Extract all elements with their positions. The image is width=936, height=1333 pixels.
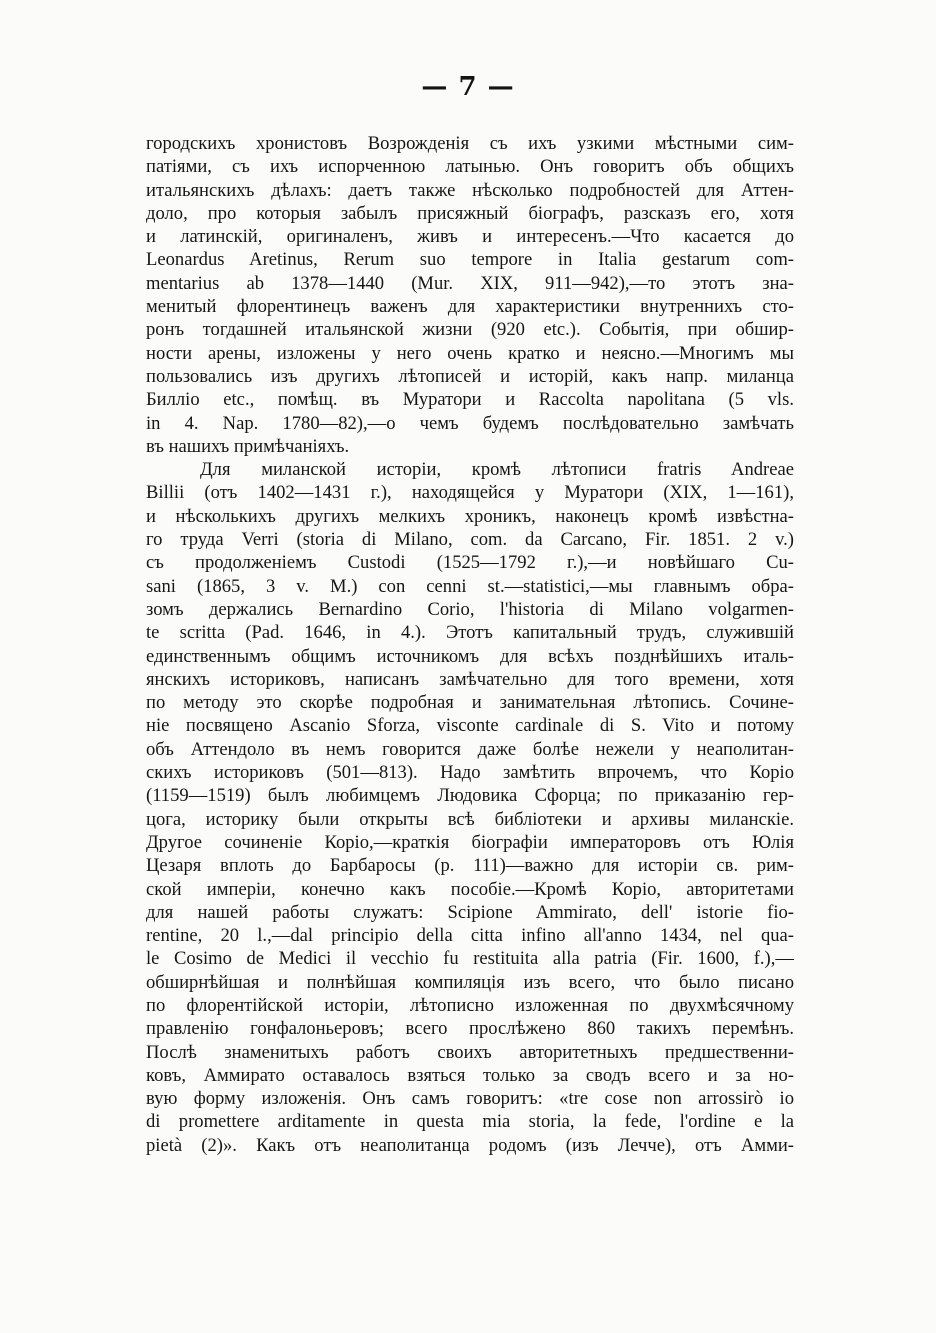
text-line: цога, историку были открыты всѣ библіотеки и архивы миланскіе.: [146, 808, 794, 830]
text-line: Цезаря вплоть до Барбаросы (р. 111)—важно для исторіи св. рим-: [146, 855, 794, 877]
text-line: (1159—1519) былъ любимцемъ Людовика Сфорца; по приказанію гер-: [146, 785, 794, 807]
text-line: для нашей работы служатъ: Scipione Ammirato, dell' istorie fio-: [146, 901, 794, 923]
text-line: Другое сочиненіе Коріо,—краткія біографіи императоровъ отъ Юлія: [146, 831, 794, 853]
text-line: ской имперіи, конечно какъ пособіе.—Кромѣ Коріо, авторитетами: [146, 878, 794, 900]
text-line: Billii (отъ 1402—1431 г.), находящейся у Муратори (XIX, 1—161),: [146, 482, 794, 504]
text-line: вую форму изложенія. Онъ самъ говоритъ: «tre cose non arrossirò io: [146, 1088, 794, 1110]
text-line: доло, про которыя забылъ присяжный біографъ, разсказъ его, хотя: [146, 202, 794, 224]
text-line: ніе посвящено Ascanio Sforza, visconte cardinale di S. Vito и потому: [146, 715, 794, 737]
paragraph-2: [146, 458, 794, 1157]
text-line: Для миланской исторіи, кромѣ лѣтописи fratris Andreae: [200, 459, 794, 481]
text-line: di promettere arditamente in questa mia storia, la fede, l'ordine e la: [146, 1111, 794, 1133]
body-text: [146, 132, 794, 1157]
text-line: sani (1865, 3 v. M.) con cenni st.—statistici,—мы главнымъ обра-: [146, 575, 794, 597]
text-line: le Cosimo de Medici il vecchio fu restituita alla patria (Fir. 1600, f.),—: [146, 948, 794, 970]
text-line: te scritta (Pad. 1646, in 4.). Этотъ капитальный трудъ, служившій: [146, 622, 794, 644]
text-line: патіями, съ ихъ испорченною латынью. Онъ говоритъ объ общихъ: [146, 156, 794, 178]
text-line: объ Аттендоло въ немъ говорится даже болѣе нежели у неаполитан-: [146, 738, 794, 760]
text-line: въ нашихъ примѣчаніяхъ.: [146, 435, 350, 457]
text-line: го труда Verri (storia di Milano, com. da Carcano, Fir. 1851. 2 v.): [146, 529, 794, 551]
text-line: пользовались изъ другихъ лѣтописей и исторій, какъ напр. миланца: [146, 365, 794, 387]
text-line: городскихъ хронистовъ Возрожденія съ ихъ узкими мѣстными сим-: [146, 133, 794, 154]
text-line: Послѣ знаменитыхъ работъ своихъ авторитетныхъ предшественни-: [146, 1041, 794, 1063]
text-line: rentine, 20 l.,—dal principio della citta infino all'anno 1434, nel qua-: [146, 925, 794, 947]
text-line: и латинскій, оригиналенъ, живъ и интересенъ.—Что касается до: [146, 226, 794, 248]
text-line: и нѣсколькихъ другихъ мелкихъ хроникъ, наконецъ кромѣ извѣстна-: [146, 505, 794, 527]
text-line: обширнѣйшая и полнѣйшая компиляція изъ всего, что было писано: [146, 971, 794, 993]
text-line: mentarius ab 1378—1440 (Mur. XIX, 911—942),—то этотъ зна-: [146, 272, 794, 294]
text-line: единственнымъ общимъ источникомъ для всѣхъ позднѣйшихъ италь-: [146, 645, 794, 667]
text-line: зомъ держались Bernardino Corio, l'historia di Milano volgarmen-: [146, 598, 794, 620]
paragraph-1: [146, 132, 794, 458]
text-line: ронъ тогдашней итальянской жизни (920 etc.). Событія, при обшир-: [146, 319, 794, 341]
text-line: Билліо etc., помѣщ. въ Муратори и Raccolta napolitana (5 vls.: [146, 389, 794, 411]
text-line: по методу это скорѣе подробная и занимательная лѣтопись. Сочине-: [146, 692, 794, 714]
page-number: — 7 —: [421, 72, 515, 102]
text-line: итальянскихъ дѣлахъ: даетъ также нѣсколько подробностей для Аттен-: [146, 179, 794, 201]
text-line: ковъ, Аммирато оставалось взяться только за сводъ всего и за но-: [146, 1064, 794, 1086]
text-line: по флорентійской исторіи, лѣтописно изложенная по двухмѣсячному: [146, 994, 794, 1016]
text-line: янскихъ историковъ, написанъ замѣчательно для того времени, хотя: [146, 668, 794, 690]
text-line: правленію гонфалоньеровъ; всего прослѣжено 860 такихъ перемѣнъ.: [146, 1018, 794, 1040]
text-line: съ продолженіемъ Custodi (1525—1792 г.),—и новѣйшаго Cu-: [146, 552, 794, 574]
text-line: in 4. Nap. 1780—82),—о чемъ будемъ послѣдовательно замѣчать: [146, 412, 794, 434]
text-line: Leonardus Aretinus, Rerum suo tempore in Italia gestarum com-: [146, 249, 794, 271]
text-line: pietà (2)». Какъ отъ неаполитанца родомъ (изъ Лечче), отъ Амми-: [146, 1134, 794, 1156]
text-line: менитый флорентинецъ важенъ для характеристики внутреннихъ сто-: [146, 296, 794, 318]
text-line: ности арены, изложены у него очень кратко и неясно.—Многимъ мы: [146, 342, 794, 364]
text-line: скихъ историковъ (501—813). Надо замѣтить впрочемъ, что Коріо: [146, 762, 794, 784]
